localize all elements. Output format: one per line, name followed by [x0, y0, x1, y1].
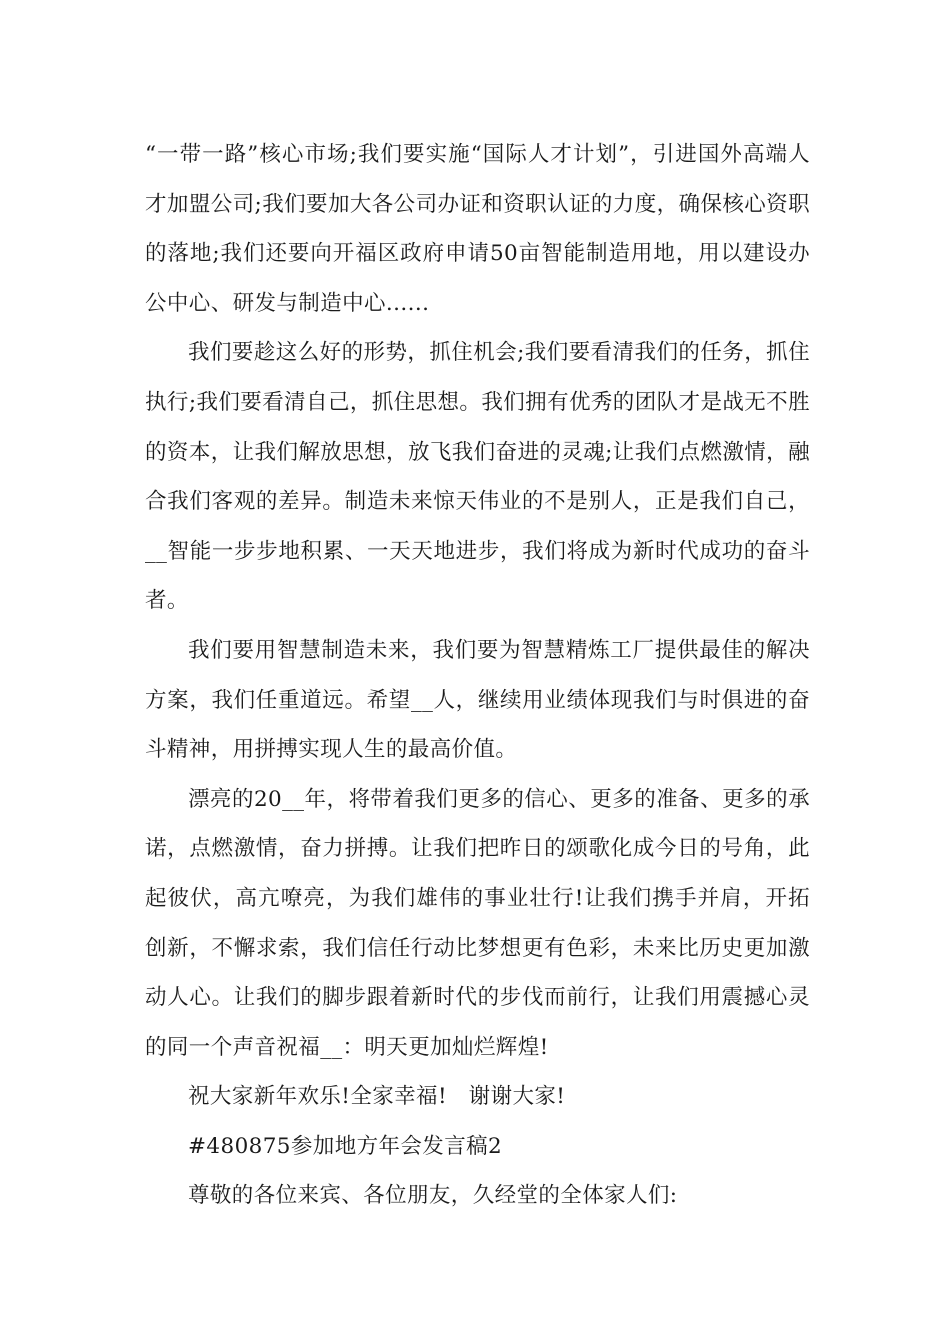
document-body [145, 130, 810, 1221]
paragraph-3: 我们要用智慧制造未来，我们要为智慧精炼工厂提供最佳的解决方案，我们任重道远。希望__人，继续用业绩体现我们与时俱进的奋斗精神，用拼搏实现人生的最高价值。 [145, 637, 810, 763]
paragraph-4: 漂亮的20__年，将带着我们更多的信心、更多的准备、更多的承诺，点燃激情，奋力拼搏。让我们把昨日的颂歌化成今日的号角，此起彼伏，高亢嘹亮，为我们雄伟的事业壮行!让我们携手并肩，开拓创新，不懈求索，我们信任行动比梦想更有色彩，未来比历史更加激动人心。让我们的脚步跟着新时代的步伐而前行，让我们用震撼心灵的同一个声音祝福__：明天更加灿烂辉煌! [145, 786, 810, 1060]
paragraph-1: “一带一路”核心市场;我们要实施“国际人才计划”，引进国外高端人才加盟公司;我们要加大各公司办证和资职认证的力度，确保核心资职的落地;我们还要向开福区政府申请50亩智能制造用地，用以建设办公中心、研发与制造中心...... [145, 142, 810, 316]
section-heading: #480875参加地方年会发言稿2 [188, 1133, 503, 1159]
paragraph-6: 尊敬的各位来宾、各位朋友，久经堂的全体家人们: [188, 1183, 678, 1209]
paragraph-5: 祝大家新年欢乐!全家幸福! 谢谢大家! [188, 1084, 566, 1110]
paragraph-2: 我们要趁这么好的形势，抓住机会;我们要看清我们的任务，抓住执行;我们要看清自己，抓住思想。我们拥有优秀的团队才是战无不胜的资本，让我们解放思想，放飞我们奋进的灵魂;让我们点燃激情，融合我们客观的差异。制造未来惊天伟业的不是别人，正是我们自己，__智能一步步地积累、一天天地进步，我们将成为新时代成功的奋斗者。 [145, 340, 810, 614]
